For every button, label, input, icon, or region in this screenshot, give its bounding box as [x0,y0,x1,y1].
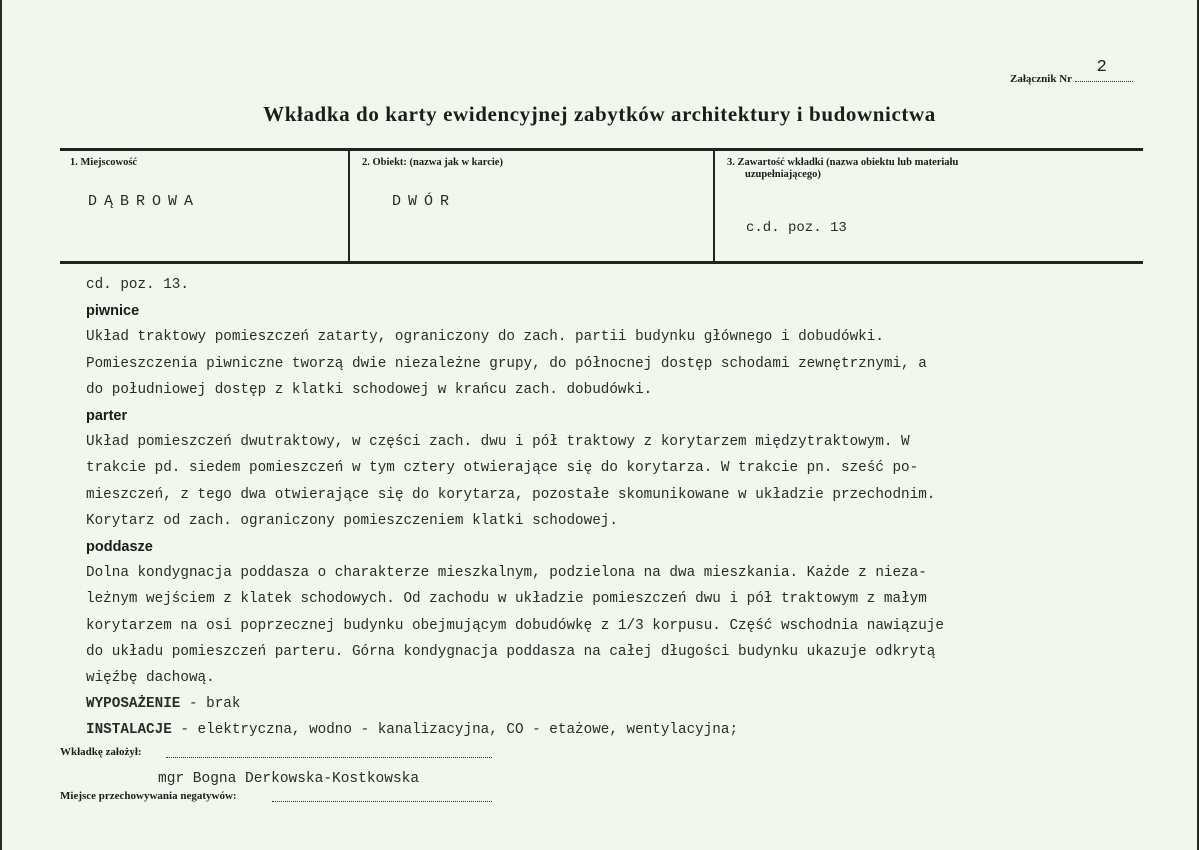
negatives-dotted-line [272,801,492,802]
text-line: do południowej dostęp z klatki schodowej w krańcu zach. dobudówki. [86,381,653,398]
text-line: leżnym wejściem z klatek schodowych. Od zachodu w układzie pomieszczeń dwu i pół traktowym z małym [86,591,927,608]
text-line: korytarzem na osi poprzecznej budynku obejmującym dobudówkę z 1/3 korpusu. Część wschodnia nawiązuje [86,617,944,634]
annex-label: Załącznik Nr [1010,73,1072,85]
equipment-text: - brak [180,696,241,713]
text-line: Układ pomieszczeń dwutraktowy, w części zach. dwu i pół traktowy z korytarzem międzytraktowym. W [86,434,910,451]
header-divider-1 [348,150,350,264]
installations-text: - elektryczna, wodno - kanalizacyjna, CO - etażowe, wentylacyjna; [171,722,739,739]
text-line: do układu pomieszczeń parteru. Górna kondygnacja poddasza na całej długości budynku ukazuje odkrytą [86,643,936,660]
text-line: mieszczeń, z tego dwa otwierające się do korytarza, pozostałe skomunikowane w układzie przechodnim. [86,486,936,503]
section-heading-basement: piwnice [86,303,140,320]
header-bottom-rule [60,261,1143,264]
author-dotted-line [166,757,492,758]
contents-value: c.d. poz. 13 [746,220,847,236]
author-name: mgr Bogna Derkowska-Kostkowska [158,771,420,787]
header-top-rule [60,148,1143,151]
text-line: Pomieszczenia piwniczne tworzą dwie niezależne grupy, do północnej dostęp schodami zewnętrznymi, a [86,355,927,372]
left-border [0,0,2,850]
equipment-line [86,691,1126,717]
installations-label: INSTALACJE [86,722,172,739]
text-line: Korytarz od zach. ograniczony pomieszczeniem klatki schodowej. [86,512,618,529]
locality-label: 1. Miejscowość [70,157,138,168]
contents-label-line2: uzupełniającego) [745,169,821,180]
text-line: więźbę dachową. [86,670,215,687]
installations-line [86,717,1126,743]
equipment-label: WYPOSAŻENIE [86,696,181,713]
object-value: DWÓR [392,193,457,210]
annex-dotted-line [1075,58,1133,82]
object-label: 2. Obiekt: (nazwa jak w karcie) [362,157,503,168]
locality-value: DĄBROWA [88,193,201,210]
text-line: trakcie pd. siedem pomieszczeń w tym cztery otwierające się do korytarza. W trakcie pn. sześć po- [86,460,919,477]
description-body [86,272,1126,744]
section-heading-attic: poddasze [86,539,153,556]
author-label: Wkładkę założył: [60,746,142,758]
section-heading-ground-floor: parter [86,408,128,425]
header-divider-2 [713,150,715,264]
text-line: Układ traktowy pomieszczeń zatarty, ograniczony do zach. partii budynku głównego i dobudówki. [86,329,884,346]
form-title: Wkładka do karty ewidencyjnej zabytków architektury i budownictwa [263,102,936,126]
contents-label-line1: 3. Zawartość wkładki (nazwa obiektu lub materiału [727,157,959,168]
text-line: Dolna kondygnacja poddasza o charakterze mieszkalnym, podzielona na dwa mieszkania. Każde z nieza- [86,565,927,582]
negatives-label: Miejsce przechowywania negatywów: [60,790,237,802]
intro-line: cd. poz. 13. [86,277,189,293]
annex-number [1010,58,1133,85]
annex-value: 2 [1096,58,1107,77]
